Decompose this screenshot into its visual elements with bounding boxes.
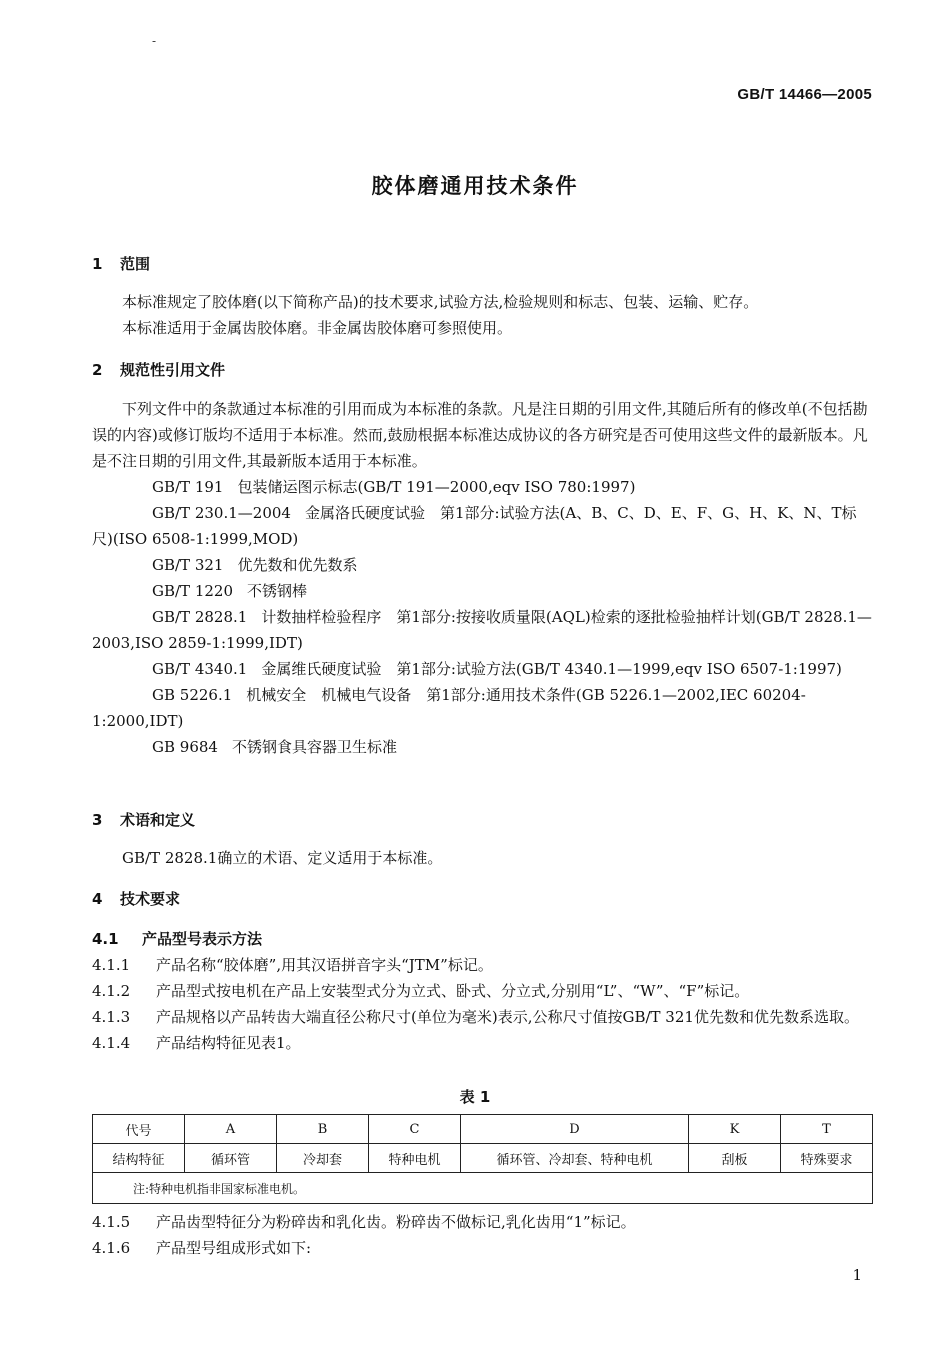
table-cell: 循环管 [185, 1144, 277, 1173]
table-row [93, 1144, 873, 1173]
reference-item [92, 604, 874, 656]
clause [92, 952, 874, 978]
clause-number: 4.1.2 [92, 982, 131, 1000]
reference-text: 包装储运图示标志(GB/T 191—2000,eqv ISO 780:1997) [237, 478, 636, 496]
paragraph: 本标准规定了胶体磨(以下简称产品)的技术要求,试验方法,检验规则和标志、包装、运输、贮存。 [122, 293, 759, 311]
reference-code: GB/T 1220 [152, 582, 234, 600]
section-number: 4 [92, 890, 103, 908]
reference-item [92, 552, 874, 578]
section-1 [92, 251, 874, 341]
reference-text: 机械安全 机械电气设备 第1部分:通用技术条件(GB 5226.1—2002,IEC 60204-1:2000,IDT) [92, 686, 806, 730]
section-title: 术语和定义 [120, 811, 196, 829]
table-note: 注:特种电机指非国家标准电机。 [93, 1173, 873, 1204]
clause-number: 4.1.6 [92, 1239, 131, 1257]
clause-text: 产品齿型特征分为粉碎齿和乳化齿。粉碎齿不做标记,乳化齿用“1”标记。 [156, 1213, 636, 1231]
reference-text: 优先数和优先数系 [237, 556, 358, 574]
subsection-4-1-heading [92, 926, 874, 952]
section-number: 1 [92, 255, 103, 273]
reference-item [92, 474, 874, 500]
clause [92, 1209, 874, 1235]
reference-code: GB/T 191 [152, 478, 224, 496]
section-2-heading [92, 357, 874, 383]
dash-mark: - [152, 34, 157, 48]
reference-code: GB 9684 [152, 738, 218, 756]
document-title: 胶体磨通用技术条件 [371, 174, 579, 198]
clause [92, 1235, 874, 1261]
table-cell: D [461, 1115, 689, 1144]
subsection-number: 4.1 [92, 930, 119, 948]
clause-number: 4.1.5 [92, 1213, 131, 1231]
reference-item [92, 682, 874, 734]
section-4-heading [92, 886, 874, 912]
reference-code: GB/T 230.1—2004 [152, 504, 291, 522]
paragraph: 下列文件中的条款通过本标准的引用而成为本标准的条款。凡是注日期的引用文件,其随后所有的修改单(不包括勘误的内容)或修订版均不适用于本标准。然而,鼓励根据本标准达成协议的各方研究是否可使用这些文件的最新版本。凡是不注日期的引用文件,其最新版本适用于本标准。 [92, 400, 868, 470]
table-cell: B [277, 1115, 369, 1144]
clause-text: 产品名称“胶体磨”,用其汉语拼音字头“JTM”标记。 [156, 956, 493, 974]
section-title: 范围 [120, 255, 151, 273]
reference-code: GB/T 4340.1 [152, 660, 248, 678]
subsection-title: 产品型号表示方法 [142, 930, 263, 948]
reference-text: 金属维氏硬度试验 第1部分:试验方法(GB/T 4340.1—1999,eqv ISO 6507-1:1997) [261, 660, 842, 678]
section-3-heading [92, 807, 874, 833]
reference-text: 不锈钢棒 [247, 582, 308, 600]
section-number: 2 [92, 361, 103, 379]
reference-item [92, 500, 874, 552]
table-cell: 冷却套 [277, 1144, 369, 1173]
clause-number: 4.1.1 [92, 956, 131, 974]
section-4-continued [92, 1209, 874, 1261]
table-header-row [93, 1115, 873, 1144]
table-cell: 结构特征 [93, 1144, 185, 1173]
reference-item [92, 734, 874, 760]
table-1 [92, 1114, 873, 1204]
table-1-caption: 表 1 [459, 1088, 491, 1106]
table-cell: A [185, 1115, 277, 1144]
table-cell: 循环管、冷却套、特种电机 [461, 1144, 689, 1173]
table-cell: 代号 [93, 1115, 185, 1144]
table-cell: C [369, 1115, 461, 1144]
table-cell: K [689, 1115, 781, 1144]
paragraph: 本标准适用于金属齿胶体磨。非金属齿胶体磨可参照使用。 [122, 319, 513, 337]
reference-text: 计数抽样检验程序 第1部分:按接收质量限(AQL)检索的逐批检验抽样计划(GB/T 2828.1—2003,ISO 2859-1:1999,IDT) [92, 608, 872, 652]
reference-item [92, 578, 874, 604]
clause [92, 1030, 874, 1056]
table-note-row [93, 1173, 873, 1204]
reference-code: GB/T 2828.1 [152, 608, 248, 626]
clause-text: 产品型号组成形式如下: [156, 1239, 312, 1257]
section-2 [92, 357, 874, 760]
clause-text: 产品型式按电机在产品上安装型式分为立式、卧式、分立式,分别用“L”、“W”、“F”标记。 [156, 982, 750, 1000]
standard-number: GB/T 14466—2005 [737, 86, 872, 103]
table-cell: T [781, 1115, 873, 1144]
section-title: 规范性引用文件 [120, 361, 226, 379]
section-number: 3 [92, 811, 103, 829]
clause [92, 1004, 874, 1030]
clause-number: 4.1.4 [92, 1034, 131, 1052]
clause-number: 4.1.3 [92, 1008, 131, 1026]
reference-code: GB/T 321 [152, 556, 224, 574]
section-3 [92, 807, 874, 871]
section-4 [92, 886, 874, 1056]
page-number: 1 [852, 1266, 862, 1284]
reference-text: 金属洛氏硬度试验 第1部分:试验方法(A、B、C、D、E、F、G、H、K、N、T标尺)(ISO 6508-1:1999,MOD) [92, 504, 857, 548]
clause-text: 产品规格以产品转齿大端直径公称尺寸(单位为毫米)表示,公称尺寸值按GB/T 321优先数和优先数系选取。 [156, 1008, 859, 1026]
table-cell: 特殊要求 [781, 1144, 873, 1173]
clause [92, 978, 874, 1004]
section-title: 技术要求 [120, 890, 181, 908]
reference-text: 不锈钢食具容器卫生标准 [231, 738, 397, 756]
reference-item [92, 656, 874, 682]
paragraph: GB/T 2828.1确立的术语、定义适用于本标准。 [122, 849, 443, 867]
clause-text: 产品结构特征见表1。 [156, 1034, 301, 1052]
table-cell: 刮板 [689, 1144, 781, 1173]
reference-code: GB 5226.1 [152, 686, 233, 704]
section-1-heading [92, 251, 874, 277]
table-cell: 特种电机 [369, 1144, 461, 1173]
